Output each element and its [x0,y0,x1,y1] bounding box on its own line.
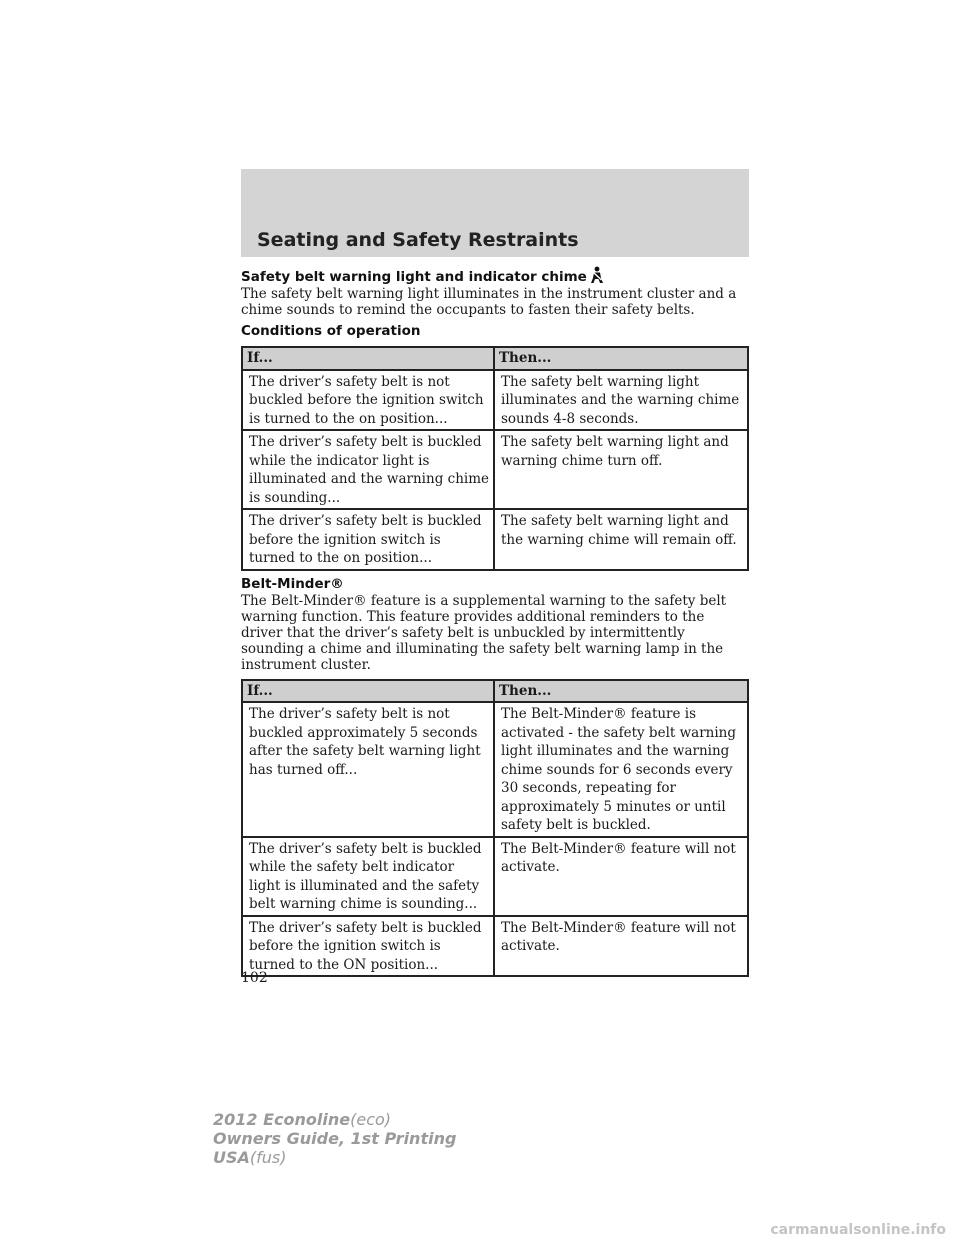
conditions-table [241,346,749,571]
page-number: 102 [241,970,268,986]
conditions-heading: Conditions of operation [241,323,421,339]
footer-model-code: (eco) [350,1110,392,1129]
cell-if: The driver’s safety belt is not buckled approximately 5 seconds after the safety belt warning light has turned off... [242,702,494,837]
cell-then: The safety belt warning light and the warning chime will remain off. [494,509,748,570]
page-content [241,266,749,977]
table-row [242,702,748,837]
document-footer [213,1110,456,1167]
cell-then: The Belt-Minder® feature is activated - the safety belt warning light illuminates and the warning chime sounds for 6 seconds every 30 seconds, repeating for approximately 5 minutes or until safety belt is buckled. [494,702,748,837]
site-watermark: carmanualsonline.info [770,1222,946,1238]
footer-market: USA [213,1148,250,1167]
section-title: Seating and Safety Restraints [257,229,579,251]
cell-then: The Belt-Minder® feature will not activate. [494,916,748,977]
table-row [242,430,748,509]
table-row [242,916,748,977]
footer-model: 2012 Econoline [213,1110,351,1129]
cell-if: The driver’s safety belt is buckled while the indicator light is illuminated and the warning chime is sounding... [242,430,494,509]
cell-if: The driver’s safety belt is buckled while the safety belt indicator light is illuminated and the safety belt warning chime is sounding... [242,837,494,916]
table-row [242,370,748,431]
footer-line-2: Owners Guide, 1st Printing [213,1129,457,1148]
cell-if: The driver’s safety belt is buckled before the ignition switch is turned to the ON position... [242,916,494,977]
warning-light-heading-text: Safety belt warning light and indicator chime [241,269,587,285]
belt-minder-heading: Belt-Minder® [241,575,344,592]
belt-minder-table [241,679,749,978]
table-row [242,837,748,916]
section-header-band [241,169,749,257]
seatbelt-warning-icon [590,266,604,284]
table-row [242,509,748,570]
column-header-then: Then... [494,347,748,370]
warning-light-body: The safety belt warning light illuminates in the instrument cluster and a chime sounds to remind the occupants to fasten their safety belts. [241,286,737,318]
column-header-if: If... [242,347,494,370]
cell-if: The driver’s safety belt is not buckled before the ignition switch is turned to the on position... [242,370,494,431]
cell-then: The safety belt warning light illuminates and the warning chime sounds 4-8 seconds. [494,370,748,431]
footer-line-1 [213,1110,456,1129]
column-header-then: Then... [494,680,748,703]
warning-light-heading [241,266,749,286]
cell-then: The Belt-Minder® feature will not activate. [494,837,748,916]
table-header-row [242,680,748,703]
cell-if: The driver’s safety belt is buckled before the ignition switch is turned to the on position... [242,509,494,570]
cell-then: The safety belt warning light and warning chime turn off. [494,430,748,509]
table-header-row [242,347,748,370]
belt-minder-body: The Belt-Minder® feature is a supplemental warning to the safety belt warning function. This feature provides additional reminders to the driver that the driver’s safety belt is unbuckled by intermittently sounding a chime and illuminating the safety belt warning lamp in the instrument cluster. [241,592,727,673]
footer-market-code: (fus) [249,1148,287,1167]
column-header-if: If... [242,680,494,703]
footer-line-3 [213,1148,456,1167]
